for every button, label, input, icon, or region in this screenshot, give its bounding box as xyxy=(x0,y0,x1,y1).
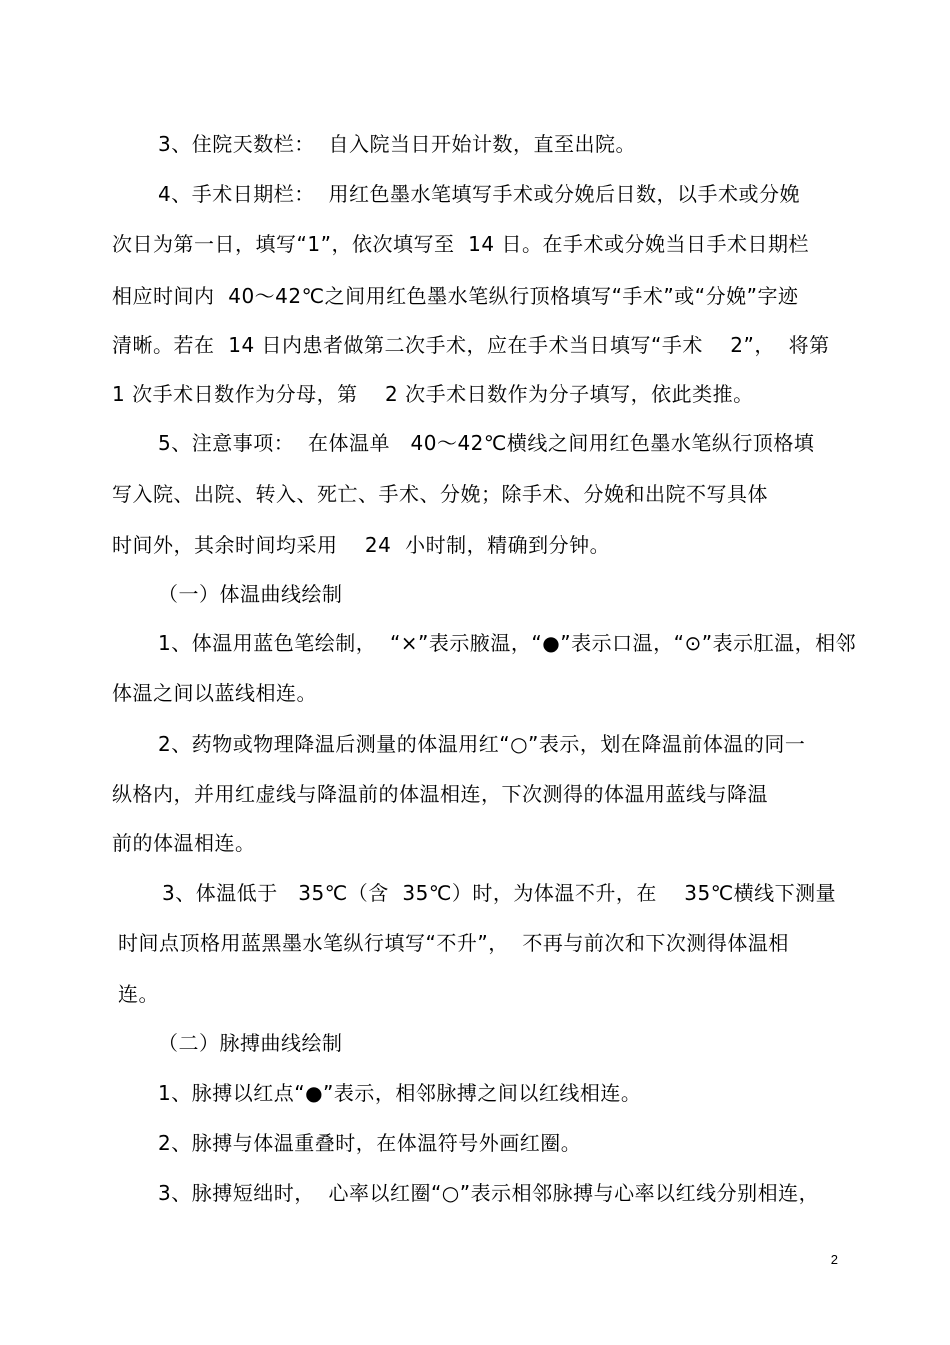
text-line: 相应时间内 40～42℃之间用红色墨水笔纵行顶格填写“手术”或“分娩”字迹 xyxy=(112,284,799,308)
text-line: 清晰。若在 14 日内患者做第二次手术，应在手术当日填写“手术 2”， 将第 xyxy=(112,333,830,357)
text-line: 1、脉搏以红点“●”表示，相邻脉搏之间以红线相连。 xyxy=(158,1081,642,1105)
text-line: 3、体温低于 35℃（含 35℃）时，为体温不升，在 35℃横线下测量 xyxy=(162,881,837,905)
text-line: 体温之间以蓝线相连。 xyxy=(112,681,317,705)
section-heading: （一）体温曲线绘制 xyxy=(158,582,343,606)
text-line: 时间外，其余时间均采用 24 小时制，精确到分钟。 xyxy=(112,533,611,557)
text-line: 1、体温用蓝色笔绘制， “×”表示腋温，“●”表示口温，“⊙”表示肛温，相邻 xyxy=(158,631,857,655)
text-line: 4、手术日期栏： 用红色墨水笔填写手术或分娩后日数，以手术或分娩 xyxy=(158,182,800,206)
text-line: 3、住院天数栏： 自入院当日开始计数，直至出院。 xyxy=(158,132,636,156)
text-line: 次日为第一日，填写“1”，依次填写至 14 日。在手术或分娩当日手术日期栏 xyxy=(112,232,809,256)
text-line: 写入院、出院、转入、死亡、手术、分娩；除手术、分娩和出院不写具体 xyxy=(112,482,768,506)
page-number: 2 xyxy=(830,1252,838,1267)
text-line: 2、药物或物理降温后测量的体温用红“○”表示，划在降温前体温的同一 xyxy=(158,732,806,756)
text-line: 2、脉搏与体温重叠时，在体温符号外画红圈。 xyxy=(158,1131,582,1155)
text-line: 前的体温相连。 xyxy=(112,831,256,855)
text-line: 1 次手术日数作为分母，第 2 次手术日数作为分子填写，依此类推。 xyxy=(112,382,754,406)
text-line: 纵格内，并用红虚线与降温前的体温相连，下次测得的体温用蓝线与降温 xyxy=(112,782,768,806)
section-heading: （二）脉搏曲线绘制 xyxy=(158,1031,343,1055)
text-line: 时间点顶格用蓝黑墨水笔纵行填写“不升”， 不再与前次和下次测得体温相 xyxy=(118,931,789,955)
text-line: 3、脉搏短绌时， 心率以红圈“○”表示相邻脉搏与心率以红线分别相连， xyxy=(158,1181,820,1205)
text-line: 5、注意事项： 在体温单 40～42℃横线之间用红色墨水笔纵行顶格填 xyxy=(158,431,815,455)
text-line: 连。 xyxy=(118,982,159,1006)
